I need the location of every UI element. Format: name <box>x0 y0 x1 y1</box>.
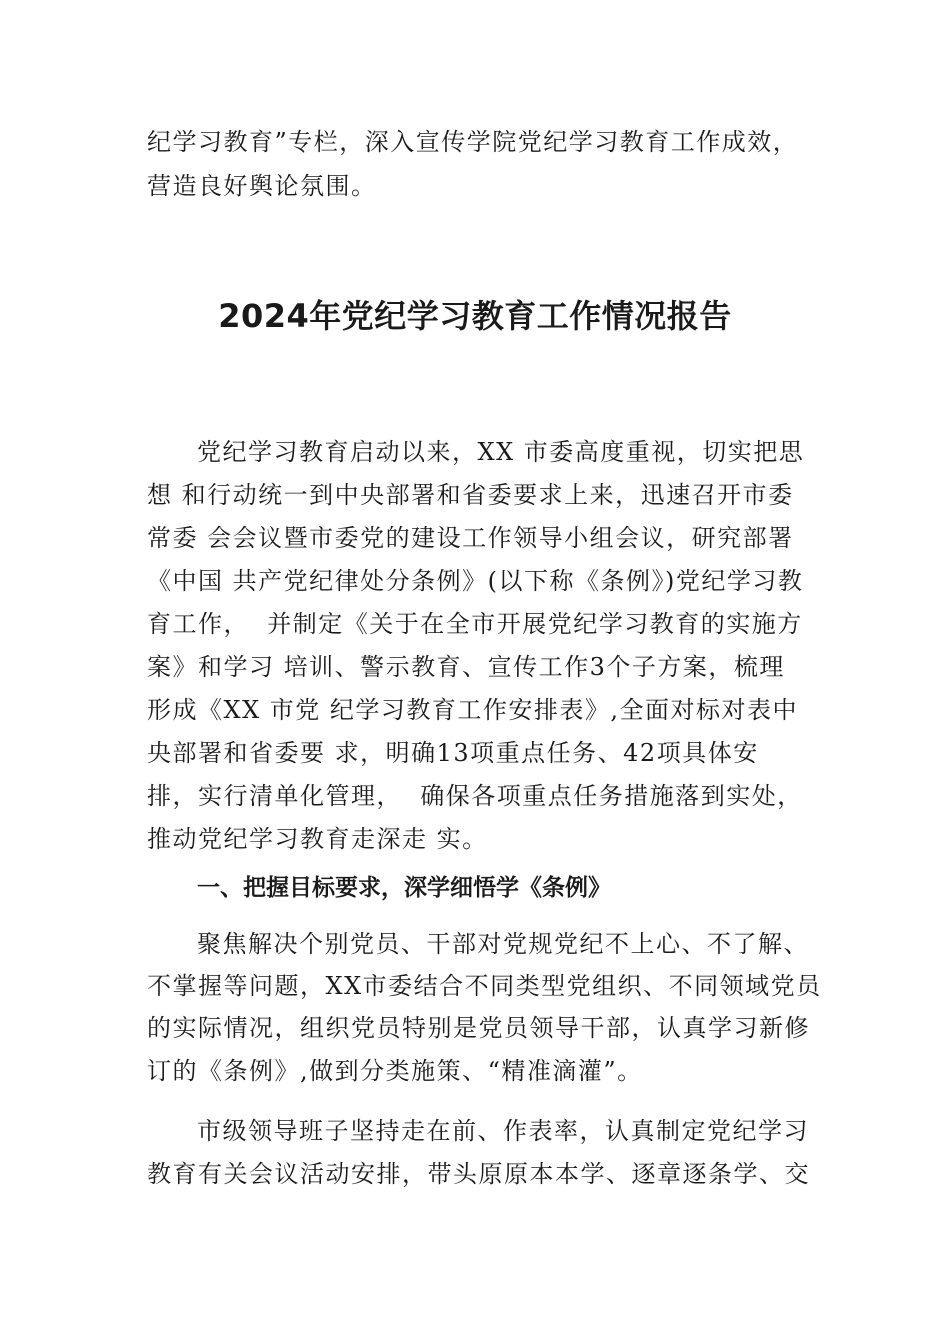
prev-section-line: 营造良好舆论氛围。 <box>147 172 377 200</box>
intro-line: 想 和行动统一到中央部署和省委要求上来，迅速召开市委 <box>147 481 794 509</box>
paragraph-line: 的实际情况，组织党员特别是党员领导干部，认真学习新修 <box>147 1014 810 1042</box>
prev-section-line: 纪学习教育”专栏，深入宣传学院党纪学习教育工作成效， <box>147 128 799 156</box>
intro-line: 排，实行清单化管理， 确保各项重点任务措施落到实处， <box>147 782 803 810</box>
intro-line: 央部署和省委要 求，明确13项重点任务、42项具体安 <box>147 739 759 767</box>
intro-line: 常委 会会议暨市委党的建设工作领导小组会议，研究部署 <box>147 524 794 552</box>
paragraph-line: 不掌握等问题，XX市委结合不同类型党组织、不同领域党员 <box>147 972 822 1000</box>
intro-line: 推动党纪学习教育走深走 实。 <box>147 825 488 853</box>
section-heading: 一、把握目标要求，深学细悟学《条例》 <box>197 875 611 901</box>
report-title: 2024年党纪学习教育工作情况报告 <box>218 297 732 335</box>
paragraph-line: 聚焦解决个别党员、干部对党规党纪不上心、不了解、 <box>197 930 809 958</box>
paragraph-line: 市级领导班子坚持走在前、作表率，认真制定党纪学习 <box>197 1117 809 1145</box>
paragraph-line: 教育有关会议活动安排，带头原原本本学、逐章逐条学、交 <box>147 1160 810 1188</box>
intro-line: 形成《XX 市党 纪学习教育工作安排表》,全面对标对表中 <box>147 696 799 724</box>
intro-line: 党纪学习教育启动以来，XX 市委高度重视，切实把思 <box>197 438 805 466</box>
paragraph-line: 订的《条例》,做到分类施策、“精准滴灌”。 <box>147 1057 643 1085</box>
intro-line: 育工作， 并制定《关于在全市开展党纪学习教育的实施方 <box>147 610 803 638</box>
intro-line: 案》和学习 培训、警示教育、宣传工作3个子方案，梳理 <box>147 653 785 681</box>
intro-line: 《中国 共产党纪律处分条例》(以下称《条例》)党纪学习教 <box>147 567 804 595</box>
